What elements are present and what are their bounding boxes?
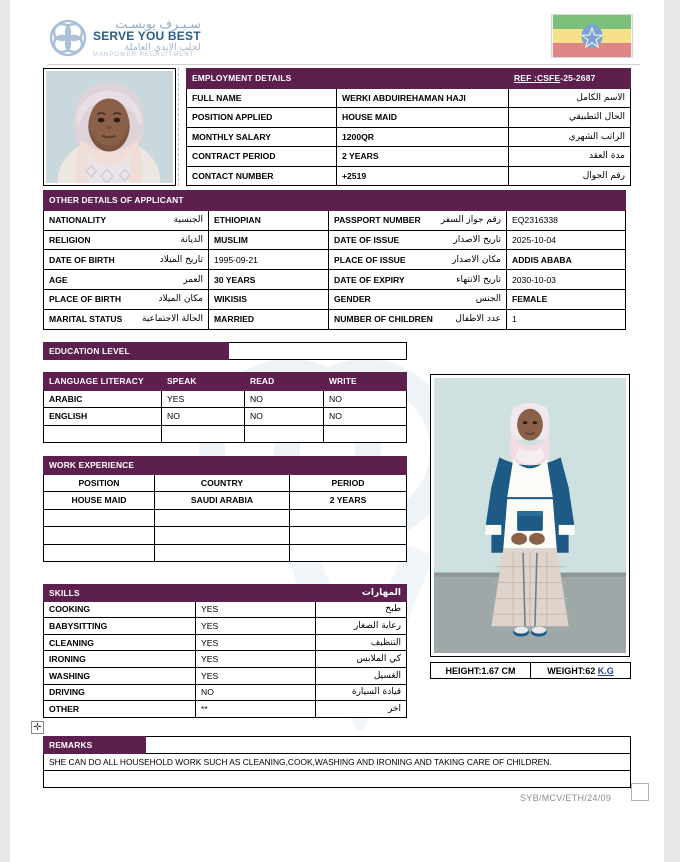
experience-position[interactable] (44, 544, 155, 562)
measurements-row (431, 663, 631, 679)
passport-number-value[interactable]: EQ2316338 (507, 210, 626, 230)
column-period: PERIOD (290, 474, 407, 492)
contact-number-value[interactable]: +2519 (337, 166, 509, 186)
skill-label-cooking: COOKING (44, 601, 196, 618)
date-of-birth-value[interactable]: 1995-09-21 (209, 250, 329, 270)
experience-position[interactable] (44, 509, 155, 527)
brand-arabic-name: سـيـرف يوبسـت (115, 16, 201, 31)
table-row (44, 667, 407, 684)
skills-header-row (44, 585, 407, 602)
table-row (187, 127, 631, 147)
brand-arabic-tagline: لجلب الايدي العاملة (124, 41, 201, 53)
table-row (44, 651, 407, 668)
education-level-value[interactable] (229, 343, 407, 360)
skill-label-washing: WASHING (44, 667, 196, 684)
education-row (44, 343, 407, 360)
nationality-label: NATIONALITY الجنسية (44, 210, 209, 230)
skill-arabic-cooking: طبخ (316, 601, 407, 618)
table-row (44, 425, 407, 443)
table-row (187, 108, 631, 128)
weight-unit: K.G (597, 665, 614, 676)
employment-header: EMPLOYMENT DETAILS (187, 69, 509, 89)
date-of-birth-label: DATE OF BIRTH تاريخ الميلاد (44, 250, 209, 270)
arabic-read[interactable]: NO (245, 390, 324, 408)
empty-write[interactable] (324, 425, 407, 443)
company-logo (48, 12, 223, 64)
contract-period-label: CONTRACT PERIOD (187, 147, 337, 167)
experience-period[interactable] (290, 509, 407, 527)
monthly-salary-arabic: الراتب الشهري (509, 127, 631, 147)
skill-label-driving: DRIVING (44, 684, 196, 701)
remarks-empty[interactable] (44, 771, 631, 788)
full-name-arabic: الاسم الكامل (509, 88, 631, 108)
skills-table (43, 584, 407, 718)
marital-status-value[interactable]: MARRIED (209, 309, 329, 329)
layout-guide (178, 68, 186, 186)
skill-value-babysitting[interactable]: YES (196, 618, 316, 635)
number-of-children-value[interactable]: 1 (507, 309, 626, 329)
skill-arabic-driving: قيادة السيارة (316, 684, 407, 701)
weight-value[interactable] (531, 663, 631, 679)
remarks-header-row (44, 737, 631, 754)
table-row (44, 289, 626, 309)
language-name: ENGLISH (44, 408, 162, 426)
header-divider (48, 64, 640, 65)
object-anchor-box[interactable] (631, 783, 649, 801)
page-left-margin (0, 0, 10, 862)
contact-number-arabic: رقم الجوال (509, 166, 631, 186)
education-level-header: EDUCATION LEVEL (44, 343, 229, 360)
column-read: READ (245, 373, 324, 391)
column-write: WRITE (324, 373, 407, 391)
date-of-issue-label: DATE OF ISSUE تاريخ الاصدار (329, 230, 507, 250)
experience-country[interactable] (155, 527, 290, 545)
measurements-table (430, 662, 631, 679)
interlocking-circles-logo-icon (48, 18, 88, 58)
passport-photo-image (46, 71, 173, 183)
table-row (44, 270, 626, 290)
empty-speak[interactable] (162, 425, 245, 443)
language-literacy-table (43, 372, 407, 443)
contract-period-arabic: مدة العقد (509, 147, 631, 167)
page-right-margin (664, 0, 680, 862)
table-row (44, 230, 626, 250)
skill-value-driving[interactable]: NO (196, 684, 316, 701)
table-row (44, 634, 407, 651)
skill-arabic-cleaning: التنظيف (316, 634, 407, 651)
work-experience-header-row (44, 457, 407, 475)
skill-label-ironing: IRONING (44, 651, 196, 668)
full-name-value[interactable]: WERKI ABDUIREHAMAN HAJI (337, 88, 509, 108)
experience-country[interactable]: SAUDI ARABIA (155, 492, 290, 510)
experience-country[interactable] (155, 544, 290, 562)
remarks-table (43, 736, 631, 788)
table-row (44, 492, 407, 510)
arabic-speak[interactable]: YES (162, 390, 245, 408)
gender-label: GENDER الجنس (329, 289, 507, 309)
experience-country[interactable] (155, 509, 290, 527)
language-literacy-header: LANGUAGE LITERACY (44, 373, 162, 391)
gender-value[interactable]: FEMALE (507, 289, 626, 309)
other-details-table (43, 190, 626, 330)
ref-prefix: REF :CSFE (514, 73, 561, 84)
full-body-photo (430, 374, 630, 657)
table-row (44, 390, 407, 408)
full-body-photo-image (434, 378, 626, 653)
experience-position[interactable]: HOUSE MAID (44, 492, 155, 510)
work-experience-table (43, 456, 407, 562)
passport-number-label: PASSPORT NUMBER رقم جواز السفر (329, 210, 507, 230)
table-row (187, 166, 631, 186)
table-row (44, 250, 626, 270)
work-experience-columns-row (44, 474, 407, 492)
skill-label-babysitting: BABYSITTING (44, 618, 196, 635)
column-country: COUNTRY (155, 474, 290, 492)
table-move-handle-icon[interactable]: ✛ (31, 721, 44, 734)
place-of-birth-label: PLACE OF BIRTH مكان الميلاد (44, 289, 209, 309)
marital-status-label: MARITAL STATUS الحالة الاجتماعية (44, 309, 209, 329)
table-row (44, 618, 407, 635)
brand-english-name: SERVE YOU BEST (93, 29, 201, 44)
experience-period[interactable] (290, 527, 407, 545)
skill-value-other[interactable]: ** (196, 701, 316, 718)
table-row (44, 684, 407, 701)
column-position: POSITION (44, 474, 155, 492)
table-row (187, 147, 631, 167)
position-applied-arabic: الحال التطبيقي (509, 108, 631, 128)
work-experience-header-blank (155, 457, 407, 475)
experience-period[interactable]: 2 YEARS (290, 492, 407, 510)
religion-label: RELIGION الديانة (44, 230, 209, 250)
contact-number-label: CONTACT NUMBER (187, 166, 337, 186)
skill-arabic-washing: الغسيل (316, 667, 407, 684)
work-experience-header: WORK EXPERIENCE (44, 457, 155, 475)
other-details-header-row (44, 191, 626, 211)
position-applied-value[interactable]: HOUSE MAID (337, 108, 509, 128)
document-footer-code: SYB/MCV/ETH/24/09 (520, 793, 612, 803)
empty-read[interactable] (245, 425, 324, 443)
age-label: AGE العمر (44, 270, 209, 290)
skills-header-arabic: المهارات (196, 585, 407, 602)
language-header-row (44, 373, 407, 391)
skill-arabic-babysitting: رعاية الصغار (316, 618, 407, 635)
skill-value-ironing[interactable]: YES (196, 651, 316, 668)
nationality-value[interactable]: ETHIOPIAN (209, 210, 329, 230)
skills-header: SKILLS (44, 585, 196, 602)
age-value[interactable]: 30 YEARS (209, 270, 329, 290)
table-row (44, 701, 407, 718)
table-row (44, 601, 407, 618)
weight-prefix: WEIGHT:62 (547, 665, 598, 676)
arabic-write[interactable]: NO (324, 390, 407, 408)
passport-photo (43, 68, 176, 186)
language-name: ARABIC (44, 390, 162, 408)
number-of-children-label: NUMBER OF CHILDREN عدد الاطفال (329, 309, 507, 329)
table-row (44, 527, 407, 545)
date-of-issue-value[interactable]: 2025-10-04 (507, 230, 626, 250)
place-of-issue-label: PLACE OF ISSUE مكان الاصدار (329, 250, 507, 270)
full-name-label: FULL NAME (187, 88, 337, 108)
table-row (44, 544, 407, 562)
other-details-header: OTHER DETAILS OF APPLICANT (44, 191, 329, 211)
monthly-salary-label: MONTHLY SALARY (187, 127, 337, 147)
skill-arabic-ironing: كي الملابس (316, 651, 407, 668)
skill-value-cooking[interactable]: YES (196, 601, 316, 618)
table-row (44, 509, 407, 527)
date-of-expiry-label: DATE OF EXPIRY تاريخ الانتهاء (329, 270, 507, 290)
skill-value-cleaning[interactable]: YES (196, 634, 316, 651)
position-applied-label: POSITION APPLIED (187, 108, 337, 128)
education-level-table (43, 342, 407, 360)
remarks-header: REMARKS (44, 737, 146, 754)
language-name[interactable] (44, 425, 162, 443)
date-of-expiry-value[interactable]: 2030-10-03 (507, 270, 626, 290)
height-value[interactable]: HEIGHT:1.67 CM (431, 663, 531, 679)
experience-position[interactable] (44, 527, 155, 545)
english-speak[interactable]: NO (162, 408, 245, 426)
place-of-issue-value[interactable]: ADDIS ABABA (507, 250, 626, 270)
remarks-empty-row (44, 771, 631, 788)
ethiopia-flag-icon (551, 14, 633, 58)
remarks-text-row (44, 754, 631, 771)
column-speak: SPEAK (162, 373, 245, 391)
brand-english-tagline: MANPOWER RECRUITMENT (93, 52, 195, 59)
table-row (44, 408, 407, 426)
skill-label-other: OTHER (44, 701, 196, 718)
remarks-text[interactable]: SHE CAN DO ALL HOUSEHOLD WORK SUCH AS CLEANING,COOK,WASHING AND IRONING AND TAKING CARE OF CHILDREN. (44, 754, 631, 771)
table-row (44, 210, 626, 230)
skill-label-cleaning: CLEANING (44, 634, 196, 651)
employment-header-row (187, 69, 631, 89)
table-row (187, 88, 631, 108)
place-of-birth-value[interactable]: WIKISIS (209, 289, 329, 309)
monthly-salary-value[interactable]: 1200QR (337, 127, 509, 147)
remarks-header-blank (146, 737, 631, 754)
other-details-header-blank (329, 191, 626, 211)
reference-number (509, 69, 631, 89)
skill-arabic-other: اخر (316, 701, 407, 718)
english-read[interactable]: NO (245, 408, 324, 426)
ref-suffix: -25-2687 (560, 73, 596, 84)
employment-details-table (186, 68, 631, 186)
english-write[interactable]: NO (324, 408, 407, 426)
contract-period-value[interactable]: 2 YEARS (337, 147, 509, 167)
skill-value-washing[interactable]: YES (196, 667, 316, 684)
religion-value[interactable]: MUSLIM (209, 230, 329, 250)
table-row (44, 309, 626, 329)
experience-period[interactable] (290, 544, 407, 562)
